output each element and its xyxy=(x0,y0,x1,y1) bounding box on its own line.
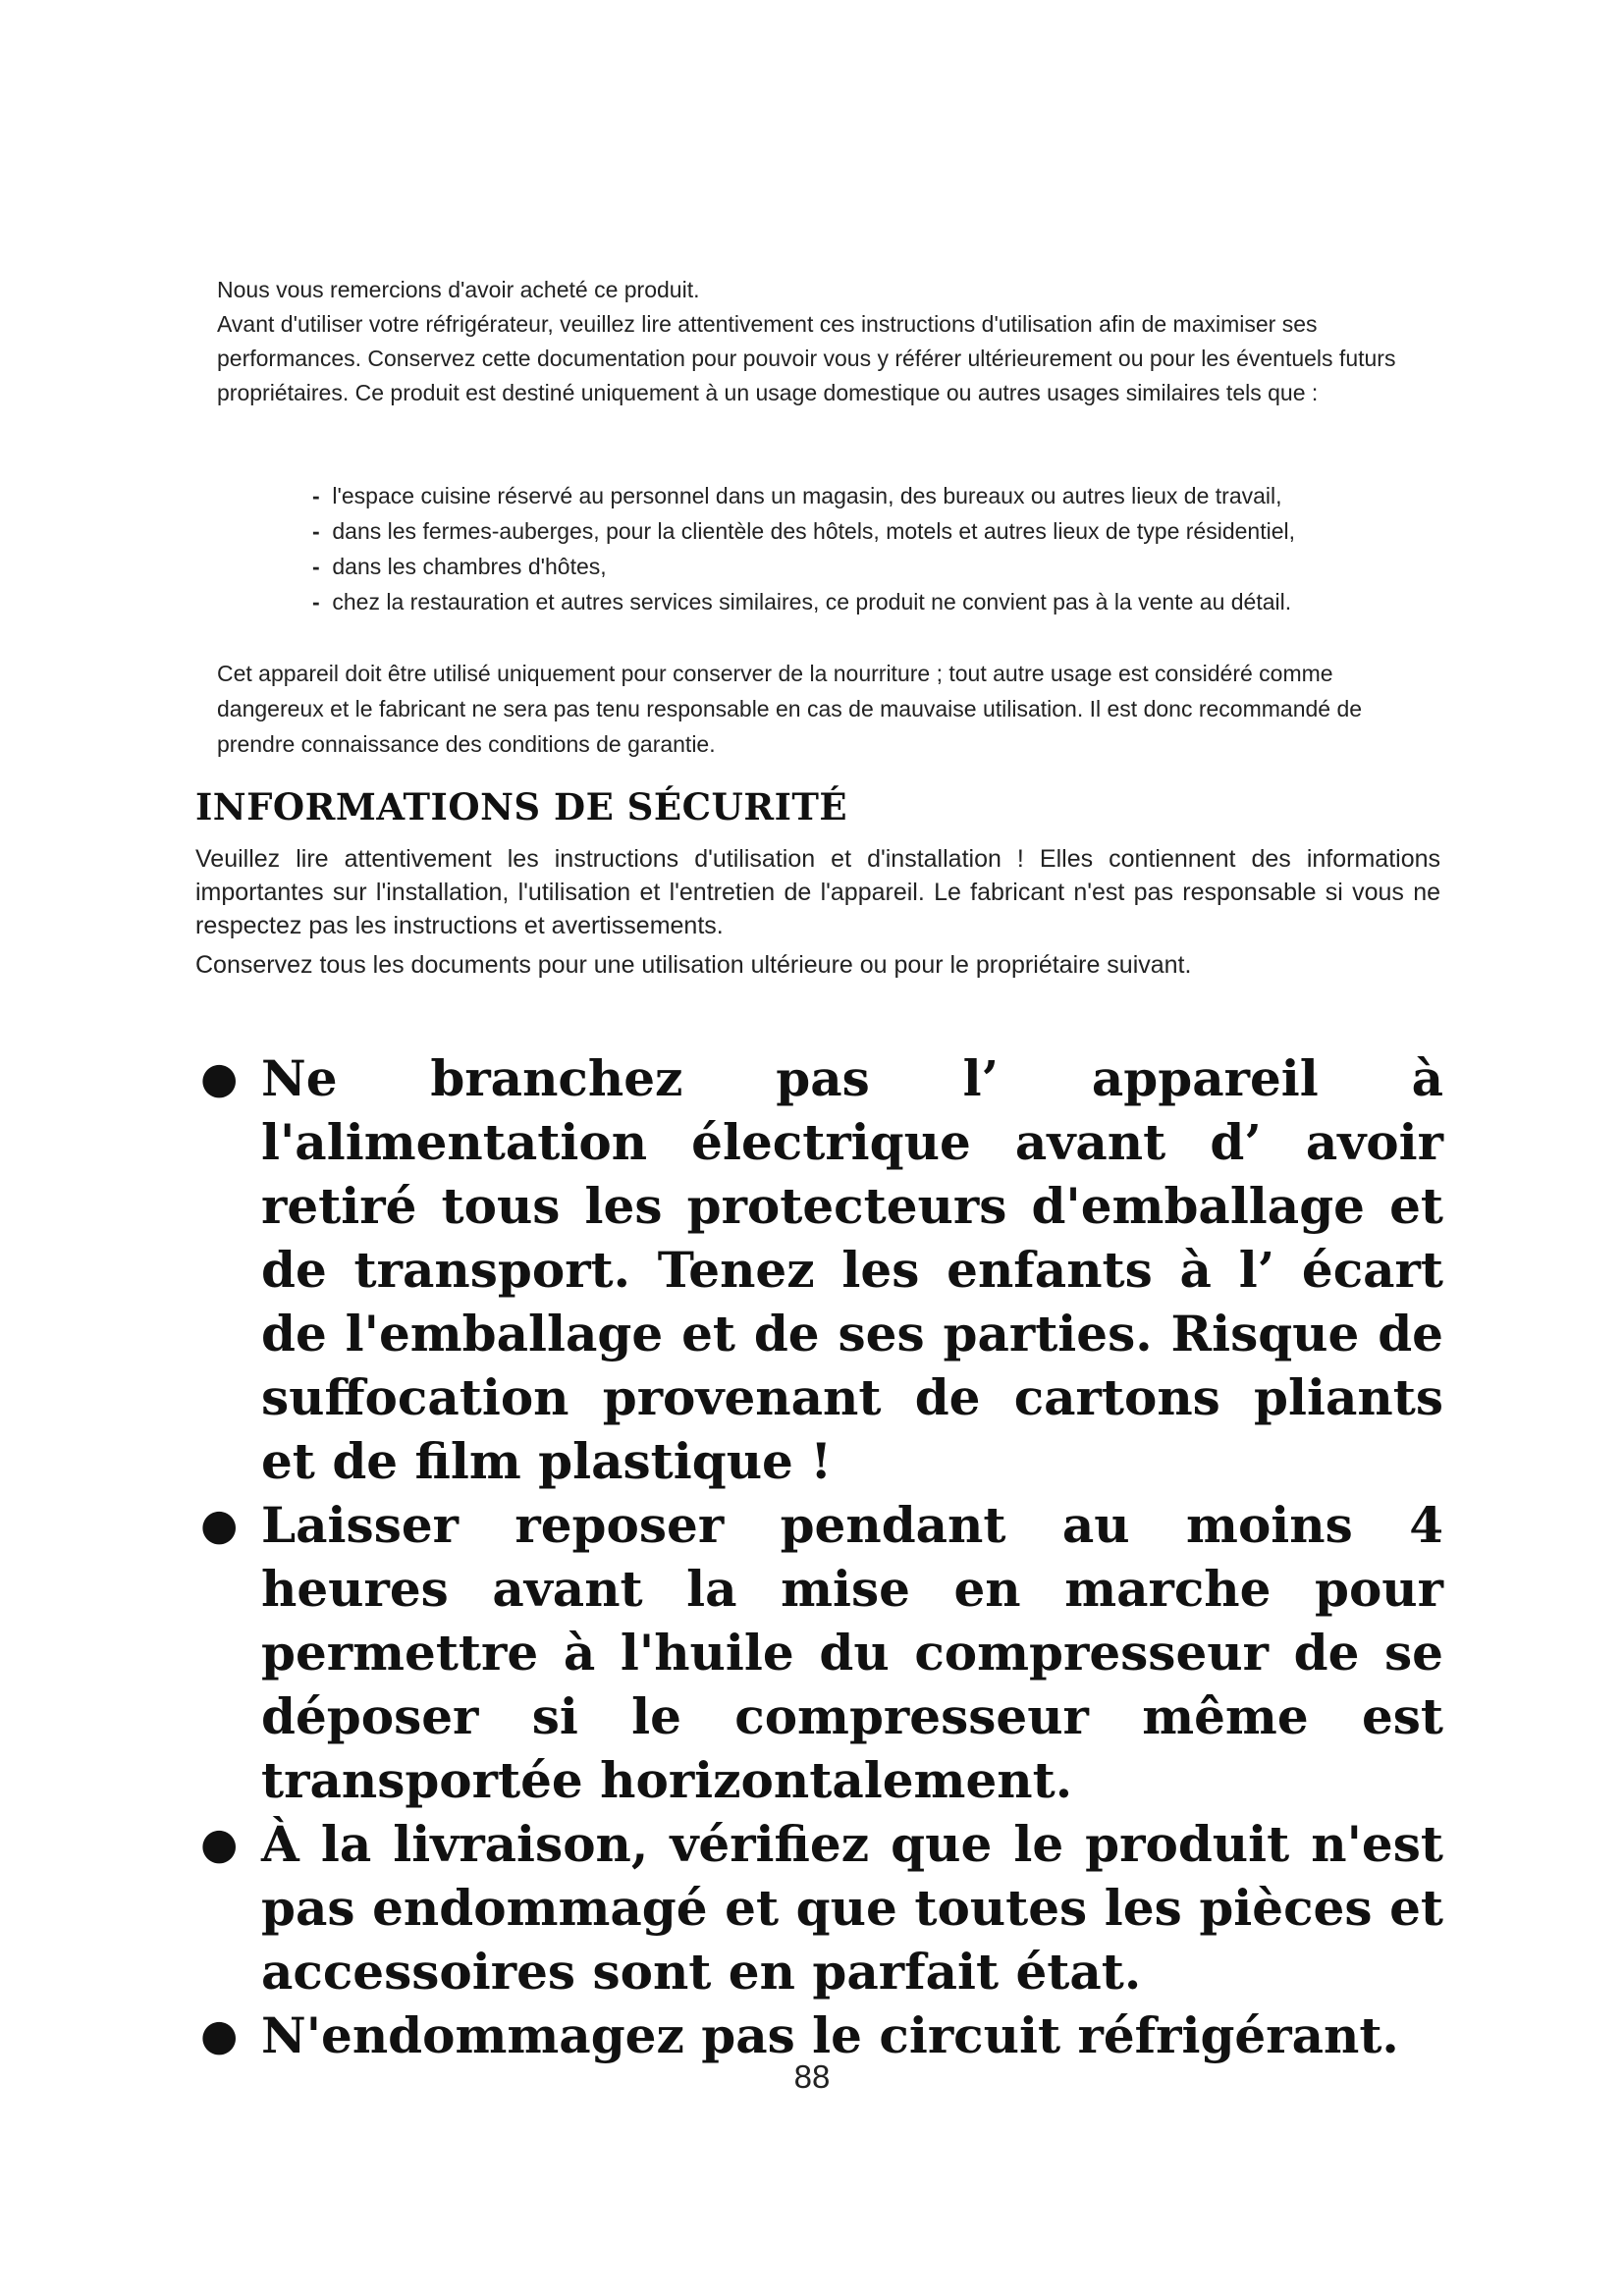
safety-bullet-item xyxy=(196,1046,1443,1493)
dash-marker: - xyxy=(312,518,320,544)
intro-thanks: Nous vous remercions d'avoir acheté ce produit. xyxy=(217,277,700,302)
list-item xyxy=(312,478,1432,513)
usage-item-text: l'espace cuisine réservé au personnel dans un magasin, des bureaux ou autres lieux de travail, xyxy=(332,483,1282,508)
safety-bullet-text: Ne branchez pas l’ appareil à l'alimentation électrique avant d’ avoir retiré tous les protecteurs d'emballage et de transport. Tenez les enfants à l’ écart de l'emballage et de ses parties. Risque de suffocation provenant de cartons pliants et de film plastique ! xyxy=(261,1049,1443,1490)
list-item xyxy=(312,513,1432,549)
safety-bullet-text: Laisser reposer pendant au moins 4 heures avant la mise en marche pour permettre à l'huile du compresseur de se déposer si le compresseur même est transportée horizontalement. xyxy=(261,1496,1443,1809)
list-item xyxy=(312,549,1432,584)
intro-paragraph: Avant d'utiliser votre réfrigérateur, veuillez lire attentivement ces instructions d'utilisation afin de maximiser ses performances. Conservez cette documentation pour pouvoir vous y référer ultérieurement ou pour les éventuels futurs propriétaires. Ce produit est destiné uniquement à un usage domestique ou autres usages similaires tels que : xyxy=(217,311,1396,405)
dash-marker: - xyxy=(312,589,320,614)
bullet-icon: ● xyxy=(200,1819,239,1869)
list-item xyxy=(312,584,1432,619)
bullet-icon: ● xyxy=(200,1500,239,1550)
page-number: 88 xyxy=(793,2058,831,2095)
safety-bullet-item xyxy=(196,1812,1443,2003)
safety-intro: Veuillez lire attentivement les instructions d'utilisation et d'installation ! Elles contiennent des informations importantes sur l'installation, l'utilisation et l'entretien de l'appareil. Le fabricant n'est pas responsable si vous ne respectez pas les instructions et avertissements. xyxy=(195,845,1440,939)
usage-item-text: chez la restauration et autres services similaires, ce produit ne convient pas à la vente au détail. xyxy=(332,589,1292,614)
bullet-icon: ● xyxy=(200,1053,239,1103)
safety-bullet-item xyxy=(196,1493,1443,1812)
safety-bullet-text: À la livraison, vérifiez que le produit n'est pas endommagé et que toutes les pièces et accessoires sont en parfait état. xyxy=(261,1815,1443,2001)
dash-marker: - xyxy=(312,483,320,508)
safety-heading: INFORMATIONS DE SÉCURITÉ xyxy=(195,785,848,828)
usage-item-text: dans les fermes-auberges, pour la clientèle des hôtels, motels et autres lieux de type résidentiel, xyxy=(332,518,1295,544)
safety-bullet-list xyxy=(196,1046,1443,2067)
dash-marker: - xyxy=(312,554,320,579)
safety-bullet-text: N'endommagez pas le circuit réfrigérant. xyxy=(261,2006,1399,2064)
usage-warning: Cet appareil doit être utilisé uniquement pour conserver de la nourriture ; tout autre usage est considéré comme dangereux et le fabricant ne sera pas tenu responsable en cas de mauvaise utilisation. Il est donc recommandé de prendre connaissance des conditions de garantie. xyxy=(217,661,1363,757)
intro-section xyxy=(217,273,1410,410)
bullet-icon: ● xyxy=(200,2010,239,2060)
safety-conserve-note: Conservez tous les documents pour une utilisation ultérieure ou pour le propriétaire suivant. xyxy=(195,951,1192,979)
usage-item-text: dans les chambres d'hôtes, xyxy=(332,554,607,579)
usage-list xyxy=(312,478,1432,619)
